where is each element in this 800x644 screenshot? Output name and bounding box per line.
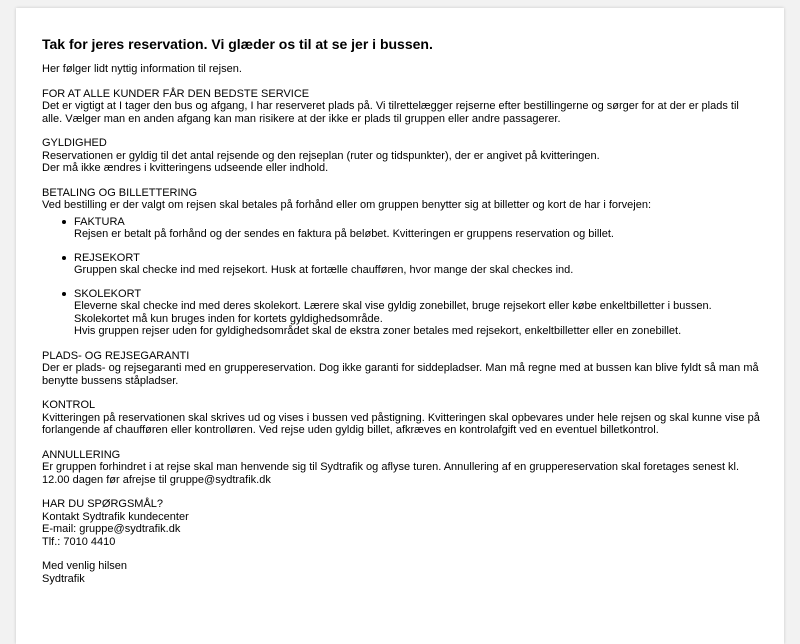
section-heading: KONTROL [42, 399, 96, 411]
list-item-skolekort [42, 288, 762, 338]
document-content [42, 36, 762, 585]
contact-line: Kontakt Sydtrafik kundecenter [42, 510, 189, 523]
section-control [42, 399, 762, 437]
section-payment [42, 187, 762, 338]
intro-text: Her følger lidt nyttig information til rejsen. [42, 63, 242, 75]
bullet-title: REJSEKORT [74, 251, 140, 264]
section-questions [42, 498, 762, 548]
section-heading: PLADS- OG REJSEGARANTI [42, 349, 190, 362]
bullet-text: Eleverne skal checke ind med deres skolekort. Lærere skal vise gyldig zonebillet, bruge rejsekort eller købe enkeltbilletter i bussen. [74, 300, 712, 312]
contact-email: E-mail: gruppe@sydtrafik.dk [42, 523, 181, 535]
bullet-title: SKOLEKORT [74, 287, 142, 300]
signoff-company: Sydtrafik [42, 572, 85, 585]
bullet-text: Rejsen er betalt på forhånd og der sendes en faktura på beløbet. Kvitteringen er gruppens reservation og billet. [74, 228, 614, 240]
signoff-greeting: Med venlig hilsen [42, 560, 127, 572]
section-validity [42, 137, 762, 175]
list-item-rejsekort [42, 252, 762, 277]
bullet-text: Hvis gruppen rejser uden for gyldighedsområdet skal de ekstra zoner betales med rejsekort, enkeltbilletter eller en zonebillet. [74, 325, 682, 337]
section-paragraph: Det er vigtigt at I tager den bus og afgang, I har reserveret plads på. Vi tilrettelægger rejserne efter bestillingerne og sørger for at der er plads til alle. Vælger man en anden afgang kan man risikere at der ikke er plads til gruppen eller andre passagerer. [42, 100, 739, 125]
list-item-faktura [42, 216, 762, 241]
bullet-text: Gruppen skal checke ind med rejsekort. Husk at fortælle chaufføren, hvor mange der skal checkes ind. [74, 264, 574, 276]
bullet-icon [62, 256, 66, 260]
payment-options-list [42, 216, 762, 338]
section-paragraph: Ved bestilling er der valgt om rejsen skal betales på forhånd eller om gruppen benytter sig at billetter og kort de har i forvejen: [42, 199, 652, 211]
section-heading: BETALING OG BILLETTERING [42, 186, 198, 199]
section-paragraph: Reservationen er gyldig til det antal rejsende og den rejseplan (ruter og tidspunkter), der er angivet på kvitteringen. [42, 149, 600, 162]
bullet-text: Skolekortet må kun bruges inden for kortets gyldighedsområde. [74, 312, 383, 325]
section-heading: ANNULLERING [42, 448, 121, 461]
bullet-icon [62, 292, 66, 296]
section-heading: HAR DU SPØRGSMÅL? [42, 498, 164, 510]
bullet-icon [62, 220, 66, 224]
section-service [42, 88, 762, 126]
signoff [42, 560, 762, 585]
contact-phone: Tlf.: 7010 4410 [42, 535, 116, 548]
document-page [16, 8, 784, 644]
document-title: Tak for jeres reservation. Vi glæder os til at se jer i bussen. [42, 36, 433, 52]
section-guarantee [42, 350, 762, 388]
section-paragraph: Er gruppen forhindret i at rejse skal man henvende sig til Sydtrafik og aflyse turen. Annullering af en gruppereservation skal foretages senest kl. 12.00 dagen før afrejse til gruppe@sydtrafik.dk [42, 461, 740, 486]
section-cancellation [42, 449, 762, 487]
bullet-title: FAKTURA [74, 215, 125, 228]
section-paragraph: Kvitteringen på reservationen skal skrives ud og vises i bussen ved påstigning. Kvitteringen skal opbevares under hele rejsen og skal kunne vise på forlangende af chaufføren eller kontrolløren. Ved rejse uden gyldig billet, afkræves en kontrolafgift ved en eventuel billetkontrol. [42, 411, 760, 436]
section-paragraph: Der er plads- og rejsegaranti med en gruppereservation. Dog ikke garanti for siddepladser. Man må regne med at bussen kan blive fyldt så man må benytte bussens ståpladser. [42, 362, 759, 387]
section-paragraph: Der må ikke ændres i kvitteringens udseende eller indhold. [42, 162, 329, 174]
section-heading: GYLDIGHED [42, 137, 107, 149]
section-heading: FOR AT ALLE KUNDER FÅR DEN BEDSTE SERVICE [42, 87, 310, 100]
